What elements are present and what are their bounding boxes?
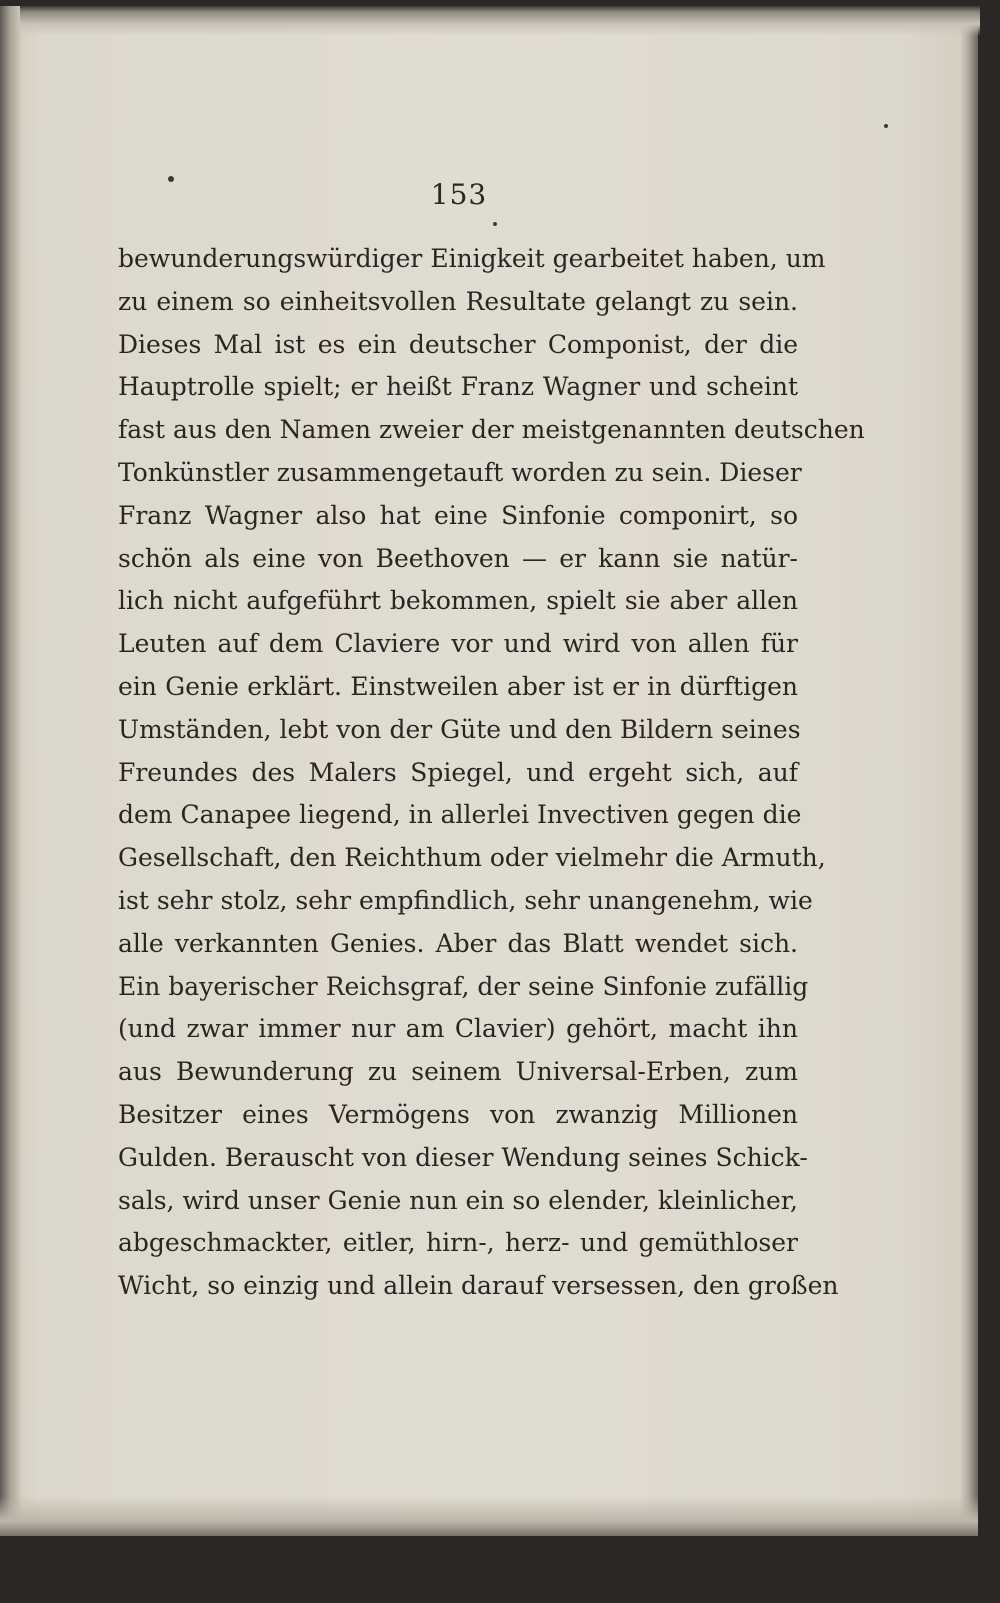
- text-line: Freundes des Malers Spiegel, und ergeht sich, auf: [118, 757, 798, 787]
- bottom-edge-shadow: [0, 1496, 978, 1536]
- text-line: dem Canapee liegend, in allerlei Invectiven gegen die: [118, 800, 802, 830]
- gutter-shadow: [0, 6, 22, 1536]
- text-line: Dieses Mal ist es ein deutscher Componist, der die: [118, 329, 798, 359]
- ink-speck: [884, 124, 888, 128]
- text-line: Tonkünstler zusammengetauft worden zu sein. Dieser: [118, 457, 802, 487]
- text-line: Hauptrolle spielt; er heißt Franz Wagner und scheint: [118, 372, 798, 402]
- text-line: ist sehr stolz, sehr empfindlich, sehr unangenehm, wie: [118, 885, 813, 915]
- text-line: Franz Wagner also hat eine Sinfonie componirt, so: [118, 500, 798, 530]
- text-line: abgeschmackter, eitler, hirn-, herz- und gemüthloser: [118, 1228, 798, 1258]
- text-line: bewunderungswürdiger Einigkeit gearbeitet haben, um: [118, 244, 826, 273]
- text-line: Gulden. Berauscht von dieser Wendung seines Schick-: [118, 1142, 808, 1172]
- text-line: Besitzer eines Vermögens von zwanzig Millionen: [118, 1099, 798, 1129]
- body-text: [118, 238, 865, 1308]
- text-line: schön als eine von Beethoven — er kann sie natür-: [118, 543, 798, 573]
- text-line: sals, wird unser Genie nun ein so elender, kleinlicher,: [118, 1185, 798, 1215]
- paper-sheet: [0, 6, 978, 1536]
- text-line: Leuten auf dem Claviere vor und wird von allen für: [118, 629, 798, 659]
- ink-speck: [493, 222, 497, 226]
- text-line: Gesellschaft, den Reichthum oder vielmehr die Armuth,: [118, 843, 826, 873]
- text-line: Umständen, lebt von der Güte und den Bildern seines: [118, 714, 801, 744]
- text-line: (und zwar immer nur am Clavier) gehört, macht ihn: [118, 1014, 798, 1044]
- text-line: fast aus den Namen zweier der meistgenannten deutschen: [118, 415, 865, 445]
- page-edge-shadow: [960, 6, 978, 1536]
- top-edge-shadow: [20, 6, 980, 36]
- text-line: ein Genie erklärt. Einstweilen aber ist er in dürftigen: [118, 671, 798, 701]
- text-line: aus Bewunderung zu seinem Universal-Erben, zum: [118, 1057, 798, 1087]
- text-line: lich nicht aufgeführt bekommen, spielt sie aber allen: [118, 586, 798, 616]
- text-line: alle verkannten Genies. Aber das Blatt wendet sich.: [118, 928, 798, 958]
- text-line: Wicht, so einzig und allein darauf versessen, den großen: [118, 1271, 839, 1301]
- text-line: zu einem so einheitsvollen Resultate gelangt zu sein.: [118, 286, 798, 316]
- text-line: Ein bayerischer Reichsgraf, der seine Sinfonie zufällig: [118, 971, 809, 1001]
- page-number: 153: [430, 178, 488, 211]
